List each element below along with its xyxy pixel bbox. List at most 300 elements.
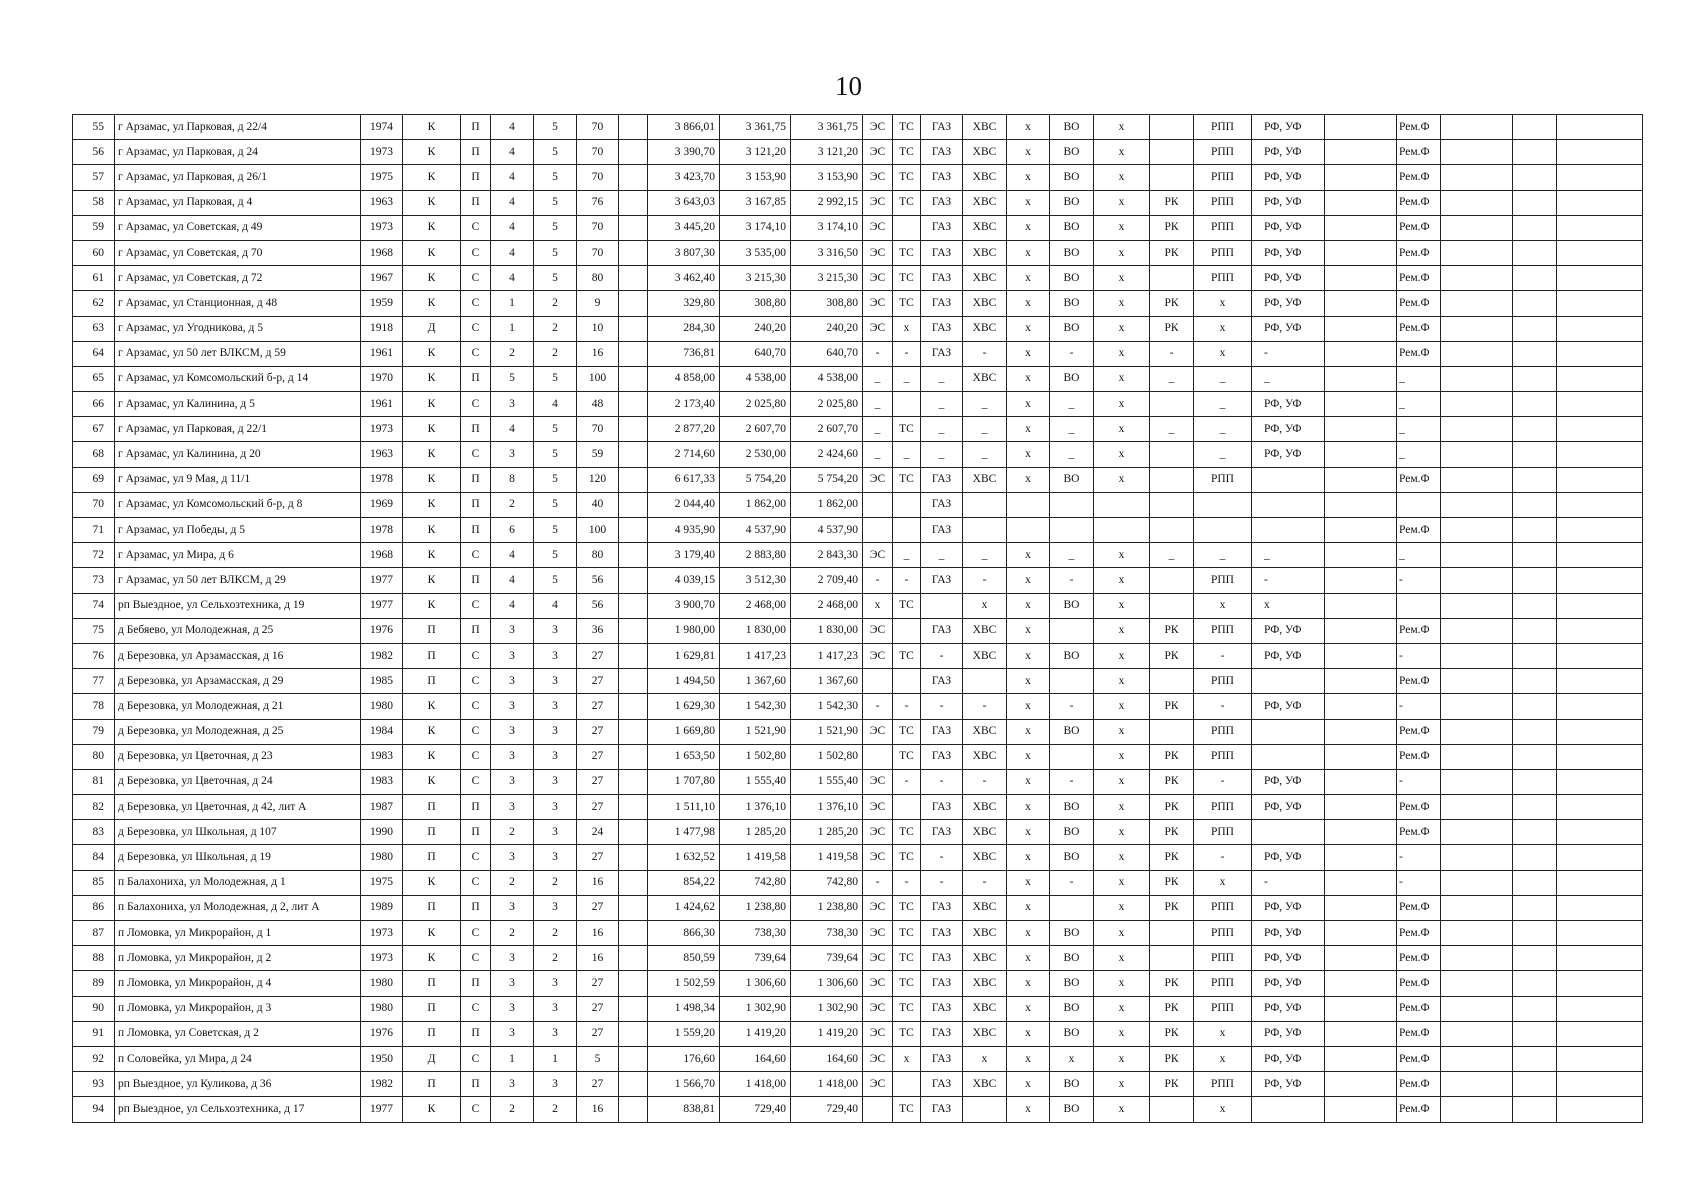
cell-electricity: ЭС: [863, 769, 893, 794]
cell-row-number: 59: [73, 215, 115, 240]
cell-repair-fund: _: [1397, 392, 1441, 417]
cell-hot-water: х: [1007, 165, 1050, 190]
cell-funds: РФ, УФ: [1252, 795, 1325, 820]
cell-extra-col-3: [1557, 719, 1643, 744]
cell-blank-col-2: [1325, 694, 1397, 719]
cell-extra-col-2: [1513, 442, 1557, 467]
cell-row-number: 83: [73, 820, 115, 845]
cell-extra-col-2: [1513, 165, 1557, 190]
cell-funds: [1252, 820, 1325, 845]
cell-year-built: 1973: [361, 215, 403, 240]
cell-entrances: 5: [534, 190, 577, 215]
cell-repair-fund: Рем.Ф: [1397, 190, 1441, 215]
cell-floors: 4: [491, 266, 534, 291]
cell-floors: 4: [491, 190, 534, 215]
cell-apartments: 27: [577, 845, 619, 870]
cell-gas: -: [921, 870, 963, 895]
cell-rpp: РПП: [1194, 266, 1252, 291]
cell-wall-material: К: [403, 190, 461, 215]
cell-blank-col-2: [1325, 291, 1397, 316]
cell-sewage: х: [1094, 971, 1150, 996]
cell-heating: ТС: [893, 1021, 921, 1046]
cell-entrances: 5: [534, 366, 577, 391]
cell-heating: -: [893, 341, 921, 366]
cell-floors: 2: [491, 1097, 534, 1122]
cell-structure-type: С: [461, 744, 491, 769]
cell-residential-area: 729,40: [791, 1097, 863, 1122]
cell-wall-material: П: [403, 643, 461, 668]
cell-hot-water: х: [1007, 1046, 1050, 1071]
cell-rpp: РПП: [1194, 190, 1252, 215]
cell-gas: -: [921, 643, 963, 668]
cell-total-area: 2 714,60: [648, 442, 720, 467]
cell-blank-col: [619, 1097, 648, 1122]
cell-address: д Березовка, ул Арзамасская, д 16: [115, 643, 361, 668]
cell-gas: ГАЗ: [921, 341, 963, 366]
cell-gas: ГАЗ: [921, 165, 963, 190]
cell-rpp: РПП: [1194, 744, 1252, 769]
cell-entrances: 5: [534, 266, 577, 291]
cell-address: г Арзамас, ул Советская, д 49: [115, 215, 361, 240]
cell-blank-col-2: [1325, 215, 1397, 240]
cell-extra-col-1: [1441, 1021, 1513, 1046]
cell-hot-water: х: [1007, 593, 1050, 618]
cell-extra-col-3: [1557, 795, 1643, 820]
cell-repair-fund: Рем.Ф: [1397, 669, 1441, 694]
cell-year-built: 1961: [361, 392, 403, 417]
cell-repair-fund: Рем.Ф: [1397, 316, 1441, 341]
cell-floors: 3: [491, 719, 534, 744]
cell-drainage: ВО: [1050, 291, 1094, 316]
cell-year-built: 1975: [361, 870, 403, 895]
cell-repair-fund: -: [1397, 694, 1441, 719]
table-row: [73, 870, 1643, 895]
cell-structure-type: С: [461, 341, 491, 366]
cell-year-built: 1969: [361, 492, 403, 517]
cell-blank-col: [619, 341, 648, 366]
cell-heating: ТС: [893, 996, 921, 1021]
cell-wall-material: К: [403, 543, 461, 568]
cell-year-built: 1977: [361, 1097, 403, 1122]
cell-repair-kit: РК: [1150, 971, 1194, 996]
cell-electricity: ЭС: [863, 845, 893, 870]
cell-repair-fund: Рем.Ф: [1397, 996, 1441, 1021]
cell-extra-col-1: [1441, 643, 1513, 668]
cell-electricity: [863, 518, 893, 543]
cell-repair-fund: Рем.Ф: [1397, 971, 1441, 996]
cell-row-number: 89: [73, 971, 115, 996]
cell-row-number: 81: [73, 769, 115, 794]
cell-electricity: -: [863, 568, 893, 593]
cell-apartments: 16: [577, 921, 619, 946]
cell-repair-kit: [1150, 115, 1194, 140]
cell-year-built: 1990: [361, 820, 403, 845]
cell-structure-type: С: [461, 921, 491, 946]
cell-extra-col-1: [1441, 996, 1513, 1021]
cell-living-area: 308,80: [720, 291, 791, 316]
cell-extra-col-1: [1441, 946, 1513, 971]
cell-repair-kit: [1150, 593, 1194, 618]
cell-cold-water: ХВС: [963, 165, 1007, 190]
cell-entrances: 2: [534, 921, 577, 946]
cell-repair-fund: Рем.Ф: [1397, 140, 1441, 165]
cell-sewage: х: [1094, 543, 1150, 568]
cell-blank-col-2: [1325, 140, 1397, 165]
cell-funds: РФ, УФ: [1252, 643, 1325, 668]
cell-row-number: 67: [73, 417, 115, 442]
cell-blank-col: [619, 1021, 648, 1046]
cell-row-number: 68: [73, 442, 115, 467]
cell-blank-col: [619, 946, 648, 971]
cell-drainage: ВО: [1050, 366, 1094, 391]
cell-living-area: 1 417,23: [720, 643, 791, 668]
cell-hot-water: х: [1007, 669, 1050, 694]
cell-drainage: х: [1050, 1046, 1094, 1071]
cell-heating: х: [893, 316, 921, 341]
cell-cold-water: ХВС: [963, 618, 1007, 643]
cell-sewage: х: [1094, 618, 1150, 643]
cell-funds: [1252, 467, 1325, 492]
cell-blank-col-2: [1325, 417, 1397, 442]
cell-living-area: 3 167,85: [720, 190, 791, 215]
cell-residential-area: 3 316,50: [791, 240, 863, 265]
cell-residential-area: 742,80: [791, 870, 863, 895]
cell-sewage: х: [1094, 392, 1150, 417]
cell-sewage: х: [1094, 820, 1150, 845]
cell-repair-kit: РК: [1150, 215, 1194, 240]
cell-hot-water: х: [1007, 442, 1050, 467]
cell-blank-col: [619, 518, 648, 543]
table-row: [73, 946, 1643, 971]
cell-residential-area: 1 367,60: [791, 669, 863, 694]
table-row: [73, 820, 1643, 845]
cell-funds: РФ, УФ: [1252, 266, 1325, 291]
cell-structure-type: С: [461, 719, 491, 744]
cell-total-area: 1 566,70: [648, 1072, 720, 1097]
cell-sewage: х: [1094, 1046, 1150, 1071]
cell-floors: 4: [491, 593, 534, 618]
cell-repair-fund: Рем.Ф: [1397, 341, 1441, 366]
cell-blank-col-2: [1325, 744, 1397, 769]
cell-apartments: 27: [577, 996, 619, 1021]
cell-rpp: _: [1194, 543, 1252, 568]
cell-structure-type: С: [461, 845, 491, 870]
cell-extra-col-2: [1513, 870, 1557, 895]
cell-cold-water: ХВС: [963, 291, 1007, 316]
cell-address: г Арзамас, ул Комсомольский б-р, д 8: [115, 492, 361, 517]
cell-rpp: РПП: [1194, 971, 1252, 996]
cell-extra-col-1: [1441, 417, 1513, 442]
cell-apartments: 80: [577, 266, 619, 291]
cell-repair-kit: РК: [1150, 316, 1194, 341]
table-row: [73, 140, 1643, 165]
cell-entrances: 5: [534, 467, 577, 492]
cell-funds: [1252, 719, 1325, 744]
cell-wall-material: К: [403, 442, 461, 467]
cell-hot-water: х: [1007, 366, 1050, 391]
cell-residential-area: 3 215,30: [791, 266, 863, 291]
cell-blank-col-2: [1325, 1072, 1397, 1097]
cell-apartments: 16: [577, 946, 619, 971]
cell-rpp: х: [1194, 1097, 1252, 1122]
cell-address: д Березовка, ул Арзамасская, д 29: [115, 669, 361, 694]
cell-rpp: РПП: [1194, 568, 1252, 593]
cell-repair-kit: РК: [1150, 769, 1194, 794]
cell-structure-type: С: [461, 291, 491, 316]
cell-floors: 4: [491, 240, 534, 265]
cell-extra-col-1: [1441, 719, 1513, 744]
cell-structure-type: С: [461, 266, 491, 291]
table-row: [73, 442, 1643, 467]
cell-extra-col-3: [1557, 921, 1643, 946]
cell-extra-col-3: [1557, 240, 1643, 265]
cell-blank-col: [619, 392, 648, 417]
cell-heating: ТС: [893, 593, 921, 618]
cell-total-area: 1 653,50: [648, 744, 720, 769]
cell-cold-water: ХВС: [963, 190, 1007, 215]
cell-hot-water: х: [1007, 115, 1050, 140]
cell-wall-material: К: [403, 115, 461, 140]
cell-wall-material: П: [403, 971, 461, 996]
cell-hot-water: х: [1007, 140, 1050, 165]
cell-floors: 3: [491, 795, 534, 820]
cell-blank-col: [619, 744, 648, 769]
cell-blank-col-2: [1325, 341, 1397, 366]
cell-row-number: 56: [73, 140, 115, 165]
cell-address: г Арзамас, ул Калинина, д 5: [115, 392, 361, 417]
cell-hot-water: х: [1007, 1021, 1050, 1046]
cell-structure-type: П: [461, 1021, 491, 1046]
cell-year-built: 1968: [361, 543, 403, 568]
cell-blank-col-2: [1325, 266, 1397, 291]
cell-cold-water: х: [963, 593, 1007, 618]
cell-total-area: 1 980,00: [648, 618, 720, 643]
cell-funds: РФ, УФ: [1252, 215, 1325, 240]
cell-extra-col-2: [1513, 140, 1557, 165]
cell-gas: ГАЗ: [921, 215, 963, 240]
cell-rpp: РПП: [1194, 921, 1252, 946]
cell-floors: 4: [491, 417, 534, 442]
cell-apartments: 70: [577, 115, 619, 140]
cell-heating: ТС: [893, 291, 921, 316]
cell-hot-water: х: [1007, 921, 1050, 946]
cell-drainage: ВО: [1050, 795, 1094, 820]
cell-address: п Ломовка, ул Микрорайон, д 2: [115, 946, 361, 971]
cell-entrances: 5: [534, 215, 577, 240]
cell-extra-col-2: [1513, 568, 1557, 593]
cell-structure-type: С: [461, 946, 491, 971]
housing-registry-table: [72, 114, 1643, 1123]
cell-total-area: 736,81: [648, 341, 720, 366]
cell-hot-water: х: [1007, 845, 1050, 870]
cell-sewage: х: [1094, 442, 1150, 467]
cell-funds: РФ, УФ: [1252, 971, 1325, 996]
cell-extra-col-3: [1557, 140, 1643, 165]
cell-structure-type: П: [461, 190, 491, 215]
cell-hot-water: х: [1007, 467, 1050, 492]
cell-row-number: 72: [73, 543, 115, 568]
cell-gas: ГАЗ: [921, 719, 963, 744]
cell-floors: 3: [491, 669, 534, 694]
cell-hot-water: х: [1007, 643, 1050, 668]
cell-electricity: [863, 669, 893, 694]
cell-living-area: 1 306,60: [720, 971, 791, 996]
cell-repair-fund: Рем.Ф: [1397, 291, 1441, 316]
cell-blank-col-2: [1325, 115, 1397, 140]
cell-living-area: 2 025,80: [720, 392, 791, 417]
cell-extra-col-2: [1513, 366, 1557, 391]
cell-extra-col-3: [1557, 870, 1643, 895]
cell-wall-material: К: [403, 1097, 461, 1122]
cell-row-number: 87: [73, 921, 115, 946]
cell-structure-type: С: [461, 240, 491, 265]
cell-drainage: ВО: [1050, 946, 1094, 971]
table-row: [73, 669, 1643, 694]
cell-extra-col-3: [1557, 996, 1643, 1021]
cell-floors: 4: [491, 215, 534, 240]
cell-extra-col-1: [1441, 115, 1513, 140]
cell-gas: ГАЗ: [921, 669, 963, 694]
cell-apartments: 36: [577, 618, 619, 643]
cell-electricity: -: [863, 870, 893, 895]
cell-sewage: х: [1094, 215, 1150, 240]
cell-extra-col-2: [1513, 719, 1557, 744]
cell-hot-water: х: [1007, 266, 1050, 291]
cell-wall-material: П: [403, 669, 461, 694]
cell-extra-col-3: [1557, 316, 1643, 341]
table-row: [73, 115, 1643, 140]
cell-extra-col-1: [1441, 442, 1513, 467]
cell-sewage: х: [1094, 341, 1150, 366]
cell-rpp: _: [1194, 366, 1252, 391]
cell-electricity: ЭС: [863, 115, 893, 140]
cell-apartments: 27: [577, 795, 619, 820]
cell-sewage: х: [1094, 996, 1150, 1021]
cell-floors: 3: [491, 643, 534, 668]
cell-extra-col-1: [1441, 392, 1513, 417]
cell-extra-col-2: [1513, 291, 1557, 316]
cell-drainage: [1050, 744, 1094, 769]
cell-heating: _: [893, 543, 921, 568]
cell-living-area: 2 468,00: [720, 593, 791, 618]
cell-year-built: 1973: [361, 921, 403, 946]
cell-address: п Балахониха, ул Молодежная, д 1: [115, 870, 361, 895]
cell-living-area: 2 883,80: [720, 543, 791, 568]
cell-heating: _: [893, 366, 921, 391]
table-row: [73, 643, 1643, 668]
cell-total-area: 284,30: [648, 316, 720, 341]
cell-year-built: 1980: [361, 971, 403, 996]
cell-funds: -: [1252, 568, 1325, 593]
cell-residential-area: 3 121,20: [791, 140, 863, 165]
cell-year-built: 1968: [361, 240, 403, 265]
cell-residential-area: 1 419,20: [791, 1021, 863, 1046]
cell-extra-col-2: [1513, 1046, 1557, 1071]
cell-rpp: [1194, 518, 1252, 543]
cell-sewage: [1094, 518, 1150, 543]
cell-living-area: 1 418,00: [720, 1072, 791, 1097]
cell-address: г Арзамас, ул Парковая, д 22/1: [115, 417, 361, 442]
cell-year-built: 1950: [361, 1046, 403, 1071]
cell-blank-col: [619, 543, 648, 568]
cell-year-built: 1977: [361, 593, 403, 618]
cell-apartments: 27: [577, 1021, 619, 1046]
cell-address: д Березовка, ул Школьная, д 107: [115, 820, 361, 845]
cell-funds: РФ, УФ: [1252, 1046, 1325, 1071]
cell-structure-type: С: [461, 694, 491, 719]
cell-total-area: 3 866,01: [648, 115, 720, 140]
cell-residential-area: 1 502,80: [791, 744, 863, 769]
cell-funds: РФ, УФ: [1252, 845, 1325, 870]
cell-entrances: 3: [534, 1072, 577, 1097]
cell-structure-type: С: [461, 215, 491, 240]
cell-floors: 3: [491, 845, 534, 870]
cell-structure-type: П: [461, 971, 491, 996]
cell-floors: 1: [491, 291, 534, 316]
cell-structure-type: С: [461, 870, 491, 895]
cell-gas: _: [921, 442, 963, 467]
cell-living-area: 739,64: [720, 946, 791, 971]
cell-repair-kit: [1150, 442, 1194, 467]
cell-entrances: 5: [534, 140, 577, 165]
cell-extra-col-3: [1557, 417, 1643, 442]
cell-repair-fund: Рем.Ф: [1397, 467, 1441, 492]
cell-extra-col-3: [1557, 618, 1643, 643]
cell-electricity: ЭС: [863, 1072, 893, 1097]
cell-extra-col-1: [1441, 518, 1513, 543]
cell-heating: [893, 669, 921, 694]
cell-total-area: 1 502,59: [648, 971, 720, 996]
cell-repair-kit: РК: [1150, 291, 1194, 316]
cell-rpp: _: [1194, 417, 1252, 442]
cell-electricity: ЭС: [863, 643, 893, 668]
cell-row-number: 60: [73, 240, 115, 265]
cell-rpp: РПП: [1194, 165, 1252, 190]
cell-total-area: 3 423,70: [648, 165, 720, 190]
cell-structure-type: С: [461, 1046, 491, 1071]
cell-row-number: 73: [73, 568, 115, 593]
cell-repair-fund: -: [1397, 568, 1441, 593]
cell-cold-water: -: [963, 568, 1007, 593]
cell-extra-col-3: [1557, 568, 1643, 593]
cell-gas: ГАЗ: [921, 518, 963, 543]
cell-residential-area: 2 468,00: [791, 593, 863, 618]
cell-gas: ГАЗ: [921, 795, 963, 820]
cell-hot-water: х: [1007, 820, 1050, 845]
cell-floors: 8: [491, 467, 534, 492]
cell-extra-col-2: [1513, 1097, 1557, 1122]
cell-drainage: ВО: [1050, 971, 1094, 996]
cell-extra-col-1: [1441, 921, 1513, 946]
cell-rpp: РПП: [1194, 669, 1252, 694]
cell-drainage: ВО: [1050, 467, 1094, 492]
cell-cold-water: _: [963, 417, 1007, 442]
table-row: [73, 366, 1643, 391]
cell-drainage: [1050, 618, 1094, 643]
cell-blank-col: [619, 618, 648, 643]
cell-extra-col-2: [1513, 971, 1557, 996]
cell-cold-water: [963, 518, 1007, 543]
cell-extra-col-1: [1441, 1072, 1513, 1097]
cell-apartments: 27: [577, 744, 619, 769]
cell-rpp: х: [1194, 870, 1252, 895]
cell-electricity: х: [863, 593, 893, 618]
cell-sewage: х: [1094, 870, 1150, 895]
cell-residential-area: 1 238,80: [791, 895, 863, 920]
cell-gas: -: [921, 694, 963, 719]
cell-blank-col-2: [1325, 996, 1397, 1021]
cell-gas: ГАЗ: [921, 240, 963, 265]
